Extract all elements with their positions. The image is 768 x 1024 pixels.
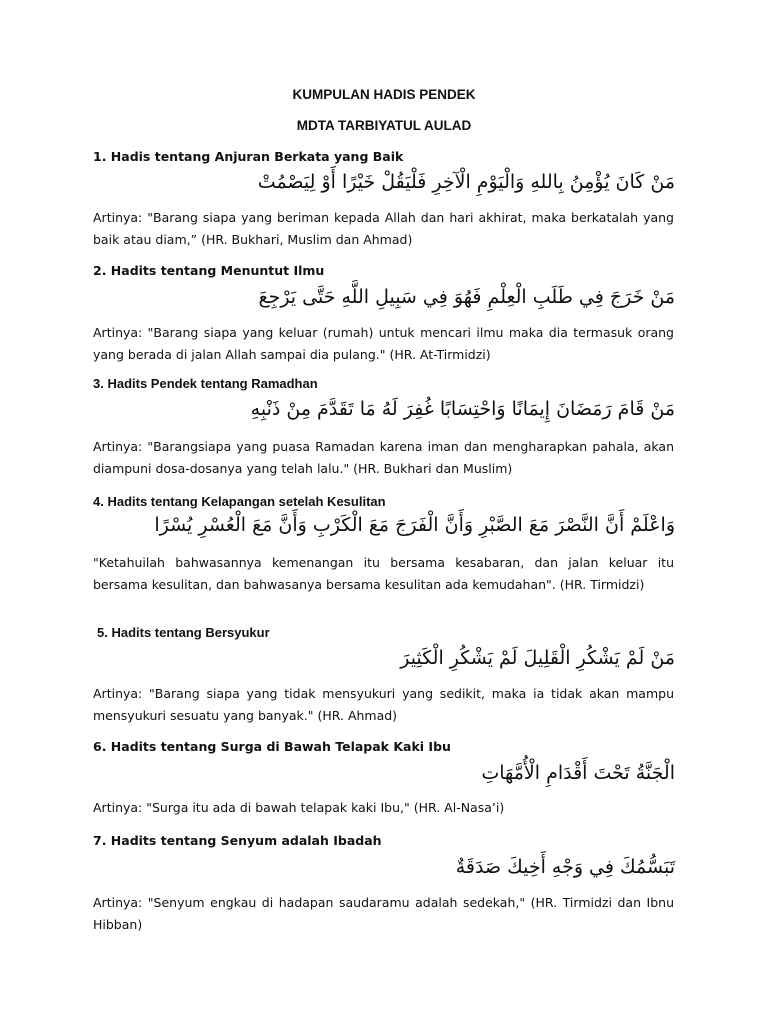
document-subtitle: MDTA TARBIYATUL AULAD <box>296 118 472 133</box>
hadith-6-arabic: الْجَنَّةُ تَحْتَ أَقْدَامِ الْأُمَّهَاتِ <box>481 762 675 784</box>
hadith-7-translation: Artinya: "Senyum engkau di hadapan saudaramu adalah sedekah," (HR. Tirmidzi dan Ibnu Hibban) <box>93 895 674 932</box>
hadith-6-heading: 6. Hadits tentang Surga di Bawah Telapak Kaki Ibu <box>93 739 451 754</box>
hadith-2-translation: Artinya: "Barang siapa yang keluar (rumah) untuk mencari ilmu maka dia termasuk orang yang berada di jalan Allah sampai dia pulang." (HR. At-Tirmidzi) <box>93 325 674 362</box>
hadith-6-translation: Artinya: "Surga itu ada di bawah telapak kaki Ibu," (HR. Al-Nasa’i) <box>93 800 505 815</box>
hadith-4-heading: 4. Hadits tentang Kelapangan setelah Kesulitan <box>93 494 386 509</box>
hadith-1-heading: 1. Hadis tentang Anjuran Berkata yang Baik <box>93 149 404 164</box>
hadith-1-arabic: مَنْ كَانَ يُؤْمِنُ بِاللهِ وَالْيَوْمِ الْآخِرِ فَلْيَقُلْ خَيْرًا أَوْ لِيَصْمُتْ <box>257 171 675 193</box>
document-title: KUMPULAN HADIS PENDEK <box>292 87 476 102</box>
hadith-2-arabic: مَنْ خَرَجَ فِي طَلَبِ الْعِلْمِ فَهُوَ فِي سَبِيلِ اللَّهِ حَتَّى يَرْجِعَ <box>258 286 675 308</box>
hadith-4-translation: "Ketahuilah bahwasannya kemenangan itu bersama kesabaran, dan jalan keluar itu bersama kesulitan, dan bahwasanya bersama kesulitan ada kemudahan". (HR. Tirmidzi) <box>93 555 674 592</box>
hadith-4-arabic: وَاعْلَمْ أَنَّ النَّصْرَ مَعَ الصَّبْرِ وَأَنَّ الْفَرَجَ مَعَ الْكَرْبِ وَأَنَّ مَعَ الْعُسْرِ يُسْرًا <box>154 514 675 536</box>
hadith-7-heading: 7. Hadits tentang Senyum adalah Ibadah <box>93 833 382 848</box>
hadith-3-heading: 3. Hadits Pendek tentang Ramadhan <box>93 376 318 391</box>
hadith-5-heading: 5. Hadits tentang Bersyukur <box>97 625 270 640</box>
hadith-3-arabic: مَنْ قَامَ رَمَضَانَ إِيمَانًا وَاحْتِسَابًا غُفِرَ لَهُ مَا تَقَدَّمَ مِنْ ذَنْبِهِ <box>250 398 675 420</box>
hadith-3-translation: Artinya: "Barangsiapa yang puasa Ramadan karena iman dan mengharapkan pahala, akan diampuni dosa-dosanya yang telah lalu." (HR. Bukhari dan Muslim) <box>93 439 674 476</box>
hadith-5-arabic: مَنْ لَمْ يَشْكُرِ الْقَلِيلَ لَمْ يَشْكُرِ الْكَثِيرَ <box>400 647 675 669</box>
hadith-7-arabic: تَبَسُّمُكَ فِي وَجْهِ أَخِيكَ صَدَقَةٌ <box>455 856 675 878</box>
hadith-1-translation: Artinya: "Barang siapa yang beriman kepada Allah dan hari akhirat, maka berkatalah yang baik atau diam,” (HR. Bukhari, Muslim dan Ahmad) <box>93 210 674 247</box>
hadith-2-heading: 2. Hadits tentang Menuntut Ilmu <box>93 263 325 278</box>
hadith-5-translation: Artinya: "Barang siapa yang tidak mensyukuri yang sedikit, maka ia tidak akan mampu mensyukuri sesuatu yang banyak." (HR. Ahmad) <box>93 686 674 723</box>
